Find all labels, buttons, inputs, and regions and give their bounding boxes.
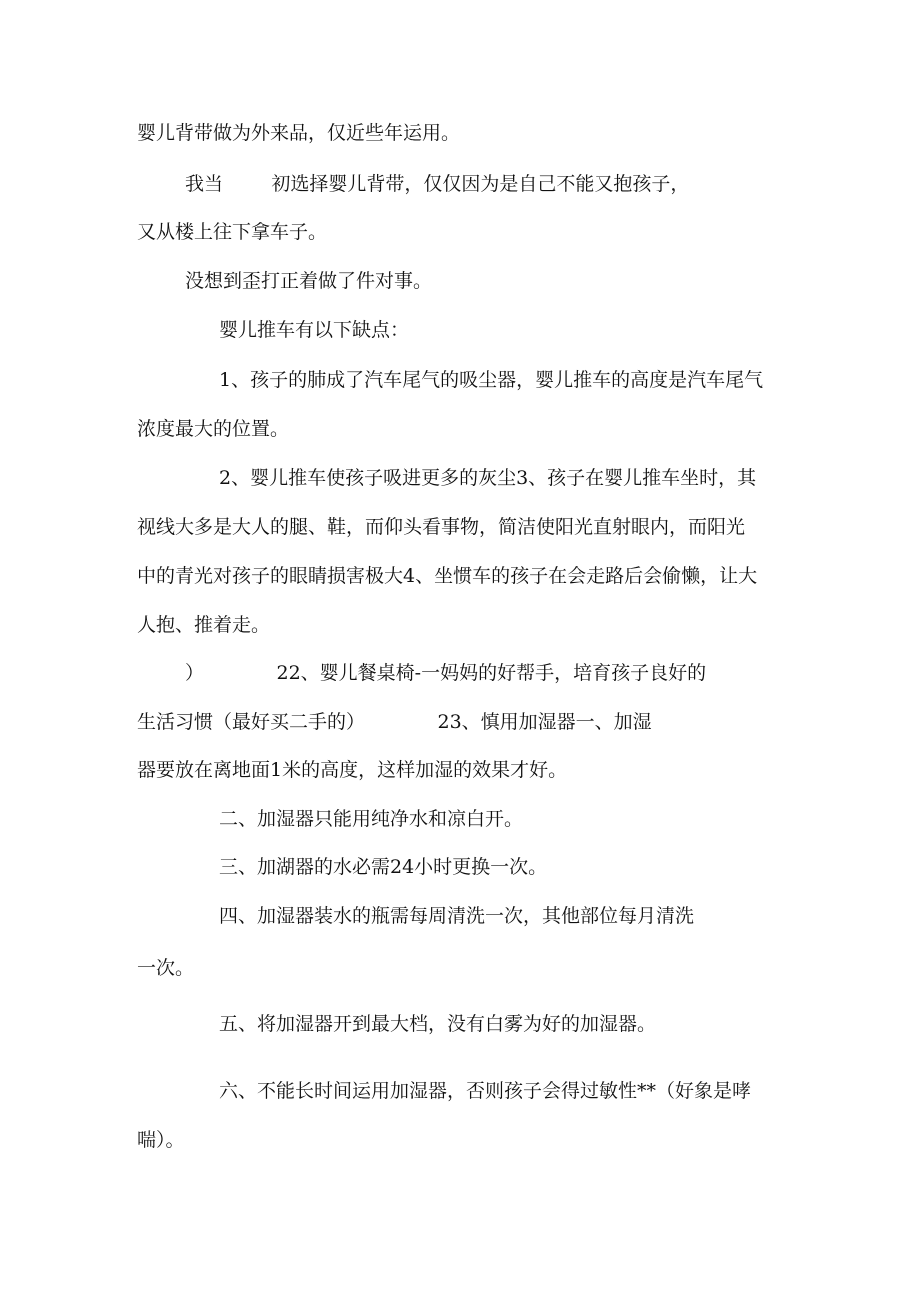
text-line: 二、加湿器只能用纯净水和凉白开。 [219,808,524,830]
text-line: 我当 初选择婴儿背带，仅仅因为是自己不能又抱孩子， [185,173,690,195]
text-line: 视线大多是大人的腿、鞋，而仰头看事物，简洁使阳光直射眼内，而阳光 [137,516,746,538]
text-line: 2、婴儿推车使孩子吸进更多的灰尘3、孩子在婴儿推车坐时，其 [219,467,757,489]
text-line: 六、不能长时间运用加湿器，否则孩子会得过敏性**（好象是哮 [219,1080,752,1102]
text-line: 三、加湖器的水必需24小时更换一次。 [219,856,548,878]
text-line: 没想到歪打正着做了件对事。 [185,270,433,292]
text-line: 生活习惯（最好买二手的） 23、慎用加湿器一、加湿 [137,711,652,733]
text-line: 一次。 [137,957,195,979]
text-line: 中的青光对孩子的眼睛损害极大4、坐惯车的孩子在会走路后会偷懒，让大 [137,565,758,587]
text-line: 浓度最大的位置。 [137,418,290,440]
text-line: 喘）。 [137,1129,185,1151]
text-line: 五、将加湿器开到最大档，没有白雾为好的加湿器。 [219,1013,657,1035]
text-line: 器要放在离地面1米的高度，这样加湿的效果才好。 [137,759,568,781]
text-line: ） 22、婴儿餐桌椅-一妈妈的好帮手，培育孩子良好的 [185,662,707,684]
text-line: 四、加湿器装水的瓶需每周清洗一次，其他部位每月清洗 [219,905,695,927]
text-line: 人抱、推着走。 [137,614,271,636]
text-line: 婴儿推车有以下缺点： [219,319,410,341]
text-line: 又从楼上往下拿车子。 [137,221,328,243]
text-line: 婴儿背带做为外来品，仅近些年运用。 [137,122,461,144]
text-line: 1、孩子的肺成了汽车尾气的吸尘器，婴儿推车的高度是汽车尾气 [219,369,764,391]
